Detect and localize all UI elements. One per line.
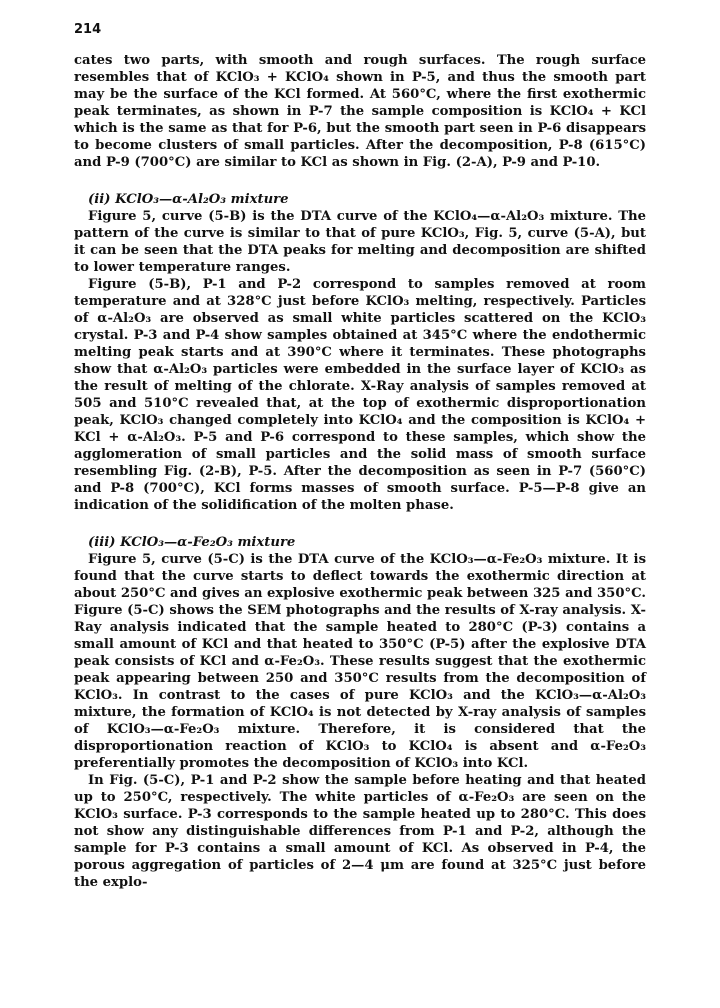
paragraph-ii-2: Figure (5-B), P-1 and P-2 correspond to samples removed at room temperature and at 328°C just before KClO₃ melting, respectively. Particles of α-Al₂O₃ are observed as small white particles scattered on the KClO₃ crystal. P-3 and P-4 show samples obtained at 345°C where the endothermic melting peak starts and at 390°C where it terminates. These photographs show that α-Al₂O₃ particles were embedded in the surface layer of KClO₃ as the result of melting of the chlorate. X-Ray analysis of samples removed at 505 and 510°C revealed that, at the top of exothermic disproportionation peak, KClO₃ changed completely into KClO₄ and the composition is KClO₄ + KCl + α-Al₂O₃. P-5 and P-6 correspond to these samples, which show the agglomeration of small particles and the solid mass of smooth surface resembling Fig. (2-B), P-5. After the decomposition as seen in P-7 (560°C) and P-8 (700°C), KCl forms masses of smooth surface. P-5—P-8 give an indication of the solidification of the molten phase. (74, 277, 646, 513)
paragraph-ii-1: Figure 5, curve (5-B) is the DTA curve of the KClO₄—α-Al₂O₃ mixture. The pattern of the curve is similar to that of pure KClO₃, Fig. 5, curve (5-A), but it can be seen that the DTA peaks for melting and decomposition are shifted to lower temperature ranges. (74, 209, 646, 275)
article-body (74, 52, 646, 891)
section-heading-iii: (iii) KClO₃—α-Fe₂O₃ mixture (88, 535, 296, 550)
paragraph-continuation: cates two parts, with smooth and rough surfaces. The rough surface resembles that of KClO₃ + KClO₄ shown in P-5, and thus the smooth part may be the surface of the KCl formed. At 560°C, where the first exothermic peak terminates, as shown in P-7 the sample composition is KClO₄ + KCl which is the same as that for P-6, but the smooth part seen in P-6 disappears to become clusters of small particles. After the decomposition, P-8 (615°C) and P-9 (700°C) are similar to KCl as shown in Fig. (2-A), P-9 and P-10. (74, 53, 646, 170)
page-number: 214 (74, 22, 102, 37)
paragraph-iii-1: Figure 5, curve (5-C) is the DTA curve of the KClO₃—α-Fe₂O₃ mixture. It is found that the curve starts to deflect towards the exothermic direction at about 250°C and gives an explosive exothermic peak between 325 and 350°C. Figure (5-C) shows the SEM photographs and the results of X-ray analysis. X-Ray analysis indicated that the sample heated to 280°C (P-3) contains a small amount of KCl and that heated to 350°C (P-5) after the explosive DTA peak consists of KCl and α-Fe₂O₃. These results suggest that the exothermic peak appearing between 250 and 350°C results from the decomposition of KClO₃. In contrast to the cases of pure KClO₃ and the KClO₃—α-Al₂O₃ mixture, the formation of KClO₄ is not detected by X-ray analysis of samples of KClO₃—α-Fe₂O₃ mixture. Therefore, it is considered that the disproportionation reaction of KClO₃ to KClO₄ is absent and α-Fe₂O₃ preferentially promotes the decomposition of KClO₃ into KCl. (74, 552, 646, 771)
section-heading-ii: (ii) KClO₃—α-Al₂O₃ mixture (88, 192, 289, 207)
paragraph-iii-2: In Fig. (5-C), P-1 and P-2 show the sample before heating and that heated up to 250°C, respectively. The white particles of α-Fe₂O₃ are seen on the KClO₃ surface. P-3 corresponds to the sample heated up to 280°C. This does not show any distinguishable differences from P-1 and P-2, although the sample for P-3 contains a small amount of KCl. As observed in P-4, the porous aggregation of particles of 2—4 μm are found at 325°C just before the explo- (74, 773, 646, 890)
